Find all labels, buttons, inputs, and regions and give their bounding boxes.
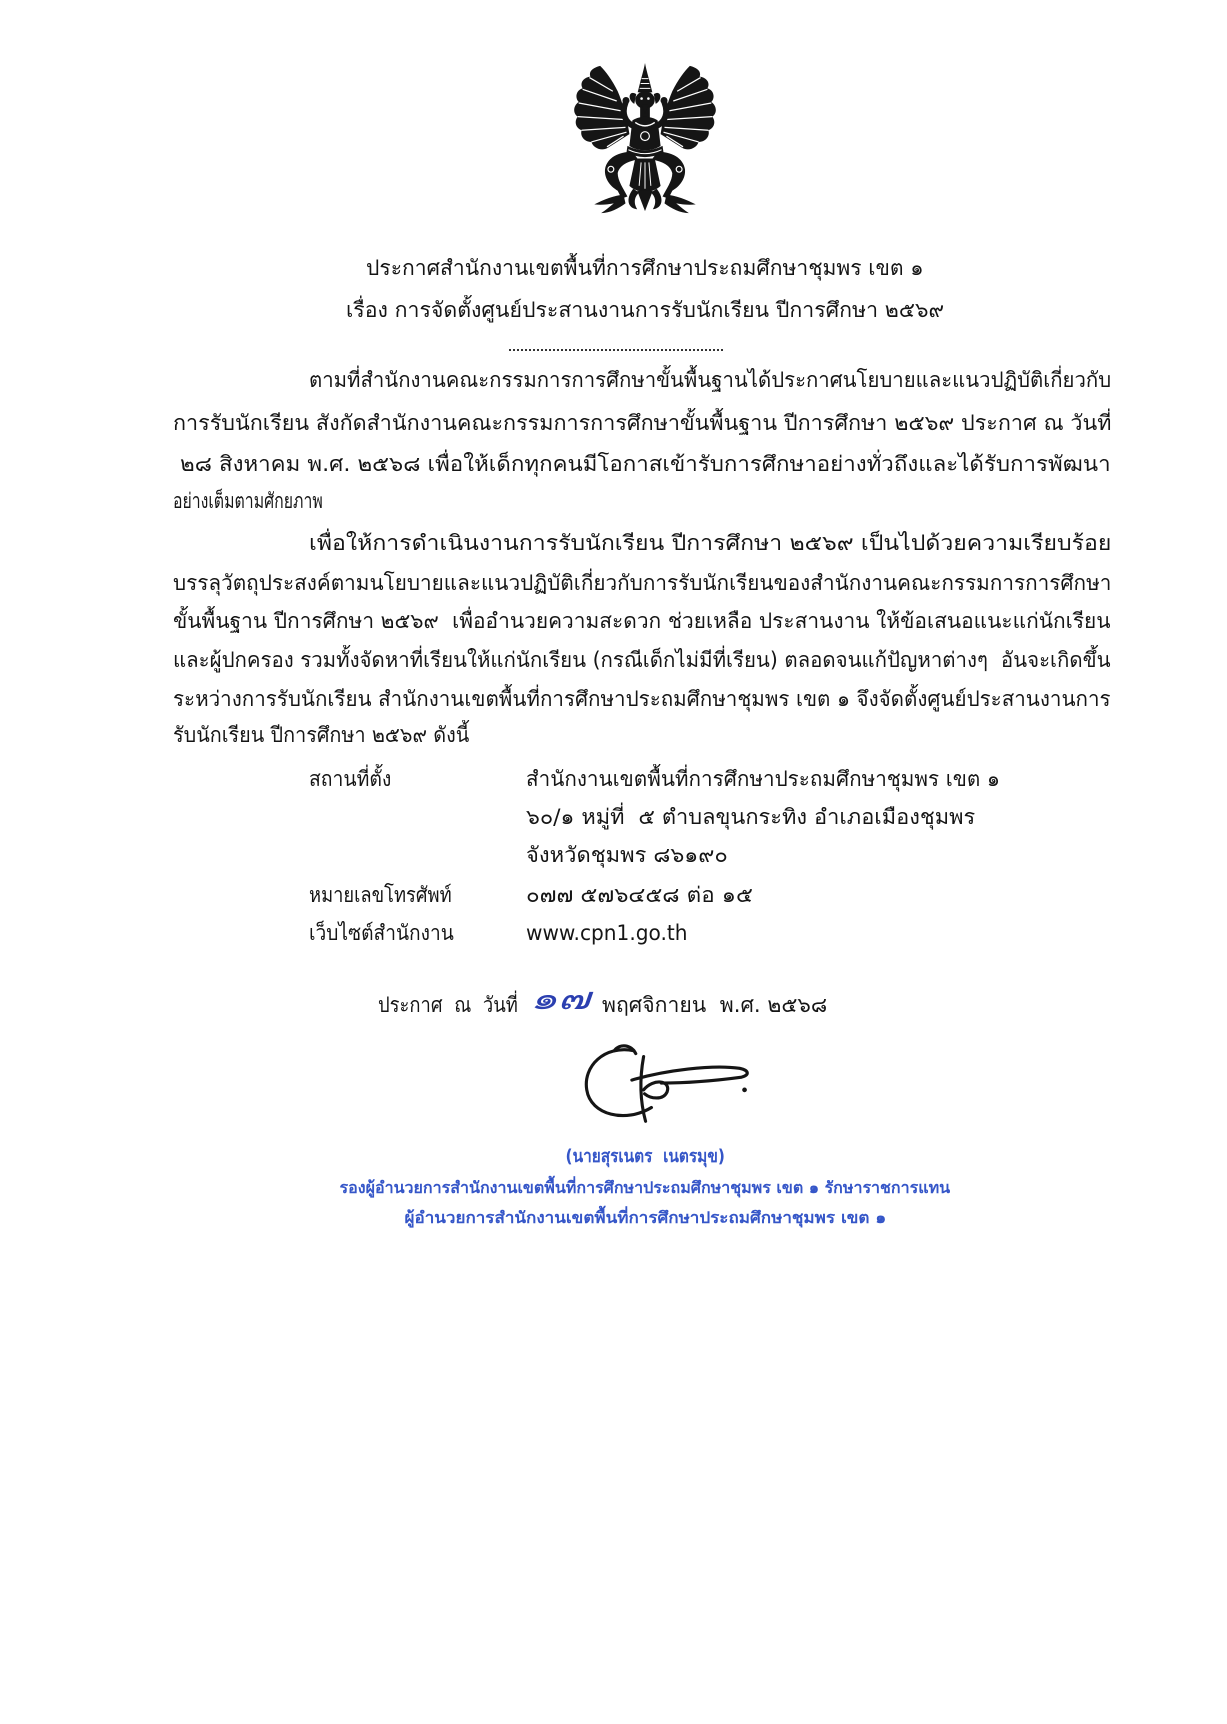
location-label [309, 759, 398, 799]
announcement-date-suffix-text: พฤศจิกายน พ.ศ. ๒๕๖๘ [602, 993, 828, 1017]
website-label-text: เว็บไซต์สำนักงาน [309, 921, 454, 945]
title-line-1-text: ประกาศสำนักงานเขตพื้นที่การศึกษาประถมศึกษาชุมพร เขต ๑ [366, 256, 924, 280]
garuda-center [626, 63, 663, 211]
announcement-date-prefix [378, 985, 538, 1025]
location-value-line [526, 759, 1008, 799]
title-line-2-text: เรื่อง การจัดตั้งศูนย์ประสานงานการรับนักเรียน ปีการศึกษา ๒๕๖๙ [345, 298, 945, 322]
website-label [309, 913, 468, 953]
paragraph-2-line [173, 679, 1131, 719]
phone-value-text: ๐๗๗ ๕๗๖๔๕๘ ต่อ ๑๕ [526, 883, 753, 907]
location-value-line [526, 835, 728, 875]
location-value-text: จังหวัดชุมพร ๘๖๑๙๐ [526, 843, 728, 867]
paragraph-1-line-text: การรับนักเรียน สังกัดสำนักงานคณะกรรมการการศึกษาขั้นพื้นฐาน ปีการศึกษา ๒๕๖๙ ประกาศ ณ วันที่ [173, 411, 1112, 435]
paragraph-2-line-text: ขั้นพื้นฐาน ปีการศึกษา ๒๕๖๙ เพื่ออำนวยความสะดวก ช่วยเหลือ ประสานงาน ให้ข้อเสนอแนะแก่นักเรียน [173, 609, 1111, 633]
signatory-position-line-2 [173, 1203, 1117, 1233]
paragraph-2-line-text: ระหว่างการรับนักเรียน สำนักงานเขตพื้นที่การศึกษาประถมศึกษาชุมพร เขต ๑ จึงจัดตั้งศูนย์ประสานงานการ [173, 687, 1111, 711]
phone-value [526, 875, 753, 915]
signatory-name [173, 1142, 1117, 1172]
paragraph-1-line-text: อย่างเต็มตามศักยภาพ [173, 489, 323, 513]
paragraph-2-line [173, 715, 487, 755]
title-line-1 [173, 248, 1117, 288]
announcement-date-prefix-text: ประกาศ ณ วันที่ [378, 993, 518, 1017]
title-line-2 [173, 290, 1117, 330]
paragraph-2-line [173, 640, 1138, 680]
paragraph-1-line [173, 403, 1112, 443]
announcement-day [530, 976, 590, 1022]
signatory-position-line-1 [173, 1173, 1117, 1203]
paragraph-1-line-text: ๒๘ สิงหาคม พ.ศ. ๒๕๖๘ เพื่อให้เด็กทุกคนมีโอกาสเข้ารับการศึกษาอย่างทั่วถึงและได้รับการพัฒนา [180, 452, 1111, 476]
website-value [526, 913, 695, 953]
location-value-line [526, 797, 976, 837]
paragraph-1-line-text: ตามที่สำนักงานคณะกรรมการการศึกษาขั้นพื้นฐานได้ประกาศนโยบายและแนวปฏิบัติเกี่ยวกับ [309, 368, 1112, 392]
location-value-text: ๖๐/๑ หมู่ที่ ๕ ตำบลขุนกระทิง อำเภอเมืองชุมพร [526, 805, 976, 829]
paragraph-1-line [309, 360, 1137, 400]
paragraph-2-line-text: รับนักเรียน ปีการศึกษา ๒๕๖๙ ดังนี้ [173, 723, 470, 747]
paragraph-2-line-text: บรรลุวัตถุประสงค์ตามนโยบายและแนวปฏิบัติเกี่ยวกับการรับนักเรียนของสำนักงานคณะกรรมการการศึกษา [173, 571, 1112, 595]
signatory-name-text: (นายสุรเนตร เนตรมุข) [565, 1146, 725, 1167]
paragraph-2-line-text: และผู้ปกครอง รวมทั้งจัดหาที่เรียนให้แก่นักเรียน (กรณีเด็กไม่มีที่เรียน) ตลอดจนแก้ปัญหาต่างๆ อันจะเกิดขึ้น [173, 648, 1111, 672]
title-separator [509, 349, 723, 351]
handwritten-day: ๑๗ [530, 981, 590, 1017]
garuda-left-half [574, 66, 639, 213]
website-value-text: www.cpn1.go.th [526, 921, 688, 945]
paragraph-1-line [180, 444, 1111, 484]
paragraph-2-line [173, 601, 1116, 641]
garuda-right-half [651, 66, 716, 213]
garuda-emblem [567, 62, 723, 218]
phone-label-text: หมายเลขโทรศัพท์ [309, 883, 452, 907]
paragraph-2-line [173, 563, 1124, 603]
paragraph-1-line [173, 481, 372, 521]
signatory-position-line-2-text: ผู้อำนวยการสำนักงานเขตพื้นที่การศึกษาประถมศึกษาชุมพร เขต ๑ [404, 1208, 886, 1227]
signature [575, 1038, 771, 1130]
paragraph-2-line [309, 523, 1112, 563]
paragraph-2-line-text: เพื่อให้การดำเนินงานการรับนักเรียน ปีการศึกษา ๒๕๖๙ เป็นไปด้วยความเรียบร้อย [309, 531, 1112, 555]
signatory-position-line-1-text: รองผู้อำนวยการสำนักงานเขตพื้นที่การศึกษาประถมศึกษาชุมพร เขต ๑ รักษาราชการแทน [339, 1178, 951, 1197]
phone-label [309, 875, 473, 915]
location-value-text: สำนักงานเขตพื้นที่การศึกษาประถมศึกษาชุมพร เขต ๑ [526, 767, 1000, 791]
announcement-date-suffix [602, 985, 828, 1025]
location-label-text: สถานที่ตั้ง [309, 767, 392, 791]
